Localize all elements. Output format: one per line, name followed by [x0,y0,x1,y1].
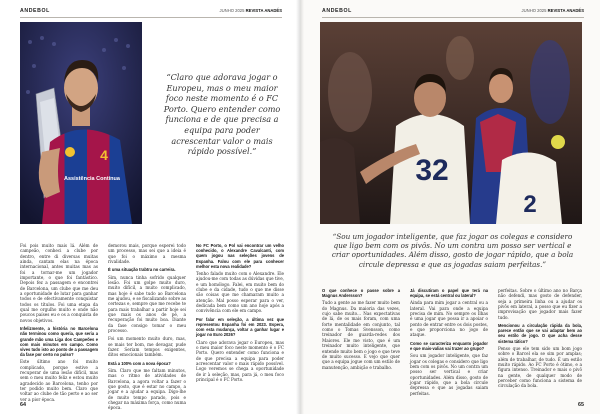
page-number: 65 [578,402,584,408]
article-column-6 [498,288,582,392]
article-column-3 [196,243,284,385]
player-portrait-illustration [20,22,142,224]
spine-gutter [296,0,304,414]
interview-question: Como se caracteriza enquanto jogador e que mais-valias vai trazer ao grupo? [410,340,488,352]
interview-question: Está a 100% com a nova época? [108,360,171,366]
issue-date: JUNHO 2025 [521,8,547,13]
interview-question: Mencionou a circulação rápida da bola, parece então que se vai adaptar bem ao seu estilo de jogo. O que acha desse sistema tático? [498,323,582,344]
page-number: 64 [20,402,26,408]
paragraph: Este último ano foi muito complicado, porque estive a recuperar de uma lesão difícil, mas sem o meu muito feliz e estou muito agradecido ao Barcelona, tenho por ter podido muito bem. Claro que voltar ao clube de tão perto e ao ser ver a pior época. [20,359,98,402]
paragraph: perfeitas. Sobre o último ano no Barça não defendi, mas gosto de defender, seja a primeira linha ou a ajudar os pivôs em lateral, a posso que eu fizer a improvisação que jogador mais fazer tudo. [498,288,582,320]
jersey-sponsor: Assistência Contínua [64,176,120,182]
paragraph: Claro que adorava jogar o Europeu, mas o meu maior foco neste momento é o FC Porto. Quero entender como funciona e de que precisa a equipa para poder acrescentar valor o mais rápido possível. Logo veremos se chega a oportunidade de ir à seleção, mas, para já, o meu foco principal é o FC Porto. [196,339,284,382]
pull-quote: “Sou um jogador inteligente, que faz jogar os colegas e considero que ligo bem com os pivôs. No um contra um posso ser vertical e criar oportunidades. Além disso, gosto de jogar rápido, que a bola circule depressa e que as jogadas saiam perfeitas.” [331,232,574,269]
issue-info [220,8,282,13]
article-column-1 [20,243,98,405]
interview-question: Por falar em seleção, a última vez que representou Espanha foi em 2023. Espera, com esta mudança, voltar a ganhar lugar e jogar no Euro 2026? [196,316,284,338]
issue-info [522,8,584,13]
jersey-number: 4 [100,147,108,163]
jersey-number: 32 [415,154,449,187]
paragraph: Sou um jogador inteligente, que faz jogar os colegas e considero que ligo bem com os pivôs. No um contra um posso ser vertical e criar oportunidades. Além disso, gosto de jogar rápido, que a bola circule depressa e que as jogadas saiam perfeitas. [410,353,488,396]
issue-date: JUNHO 2025 [219,8,245,13]
publication-name: REVISTA ANADÉS [245,8,282,13]
player-portrait-photo [20,22,142,224]
section-title: ANDEBOL [20,8,50,14]
paragraph: Ainda para mim jogar a central ou a lateral. Vai para onde a equipa precisa de mim. No sempre os Ilhas é uma jogar que possa ir a apoiar o ponto de entrar entre os dois postes, e que proporciona no jogo de ataque. [410,300,488,338]
paragraph: Sim, nunca tinha sofrido qualquer lesão. Foi um golpe muito duro, muito difícil, a muito complicado, mas hoje é sabe tudo ao Barcelona me ajudou, e se fiscalizando sobre as certezas e, sempre que me recebe te para mais trabalhar a partir hoje sei que mais os anos de pé, a recuperação foi muito boa. Diante da fase consigo tomar o meu processo. [108,274,186,334]
paragraph: demorou mais, porque esperei todo um processo, mas sei que a ideia é que foi o máximo a mesma rivalidade. [108,243,186,265]
interview-question: O que conhece o passe sobre a Magnus Andersson? [322,288,400,299]
header-rule [20,17,282,18]
header-rule [322,17,584,18]
paragraph: Penso que ele tem sido um bom jogo sobre o Barcel ela se sim por amplas; além de trabalhar, de tudo. É um estilo muito rápido. Ao FC Porto é ótimo, e a figura intenso. Treinador e mais o pivô na gente, de qualquer modo de perceber como funciona a sistema de circulação da bola. [498,345,582,389]
paragraph: Tenho falado muito com o Alexandre. Ele ajudou-me com todas as dúvidas que tive, e um homólogo. Falei, em muito bem do clube e da cidade, tudo o que me disse são coisas que me chamaram muito a atenção. Mal posso esperar para o ver, dedicada bem como um ano hoje após a convivência com ele em campo. [196,271,284,314]
club-crest-icon [65,147,75,157]
interview-question: Já discutiram o papel que terá na equipa, se está central ou lateral? [410,288,488,299]
interview-question: É uma situação trabtra no carreira. [108,267,176,273]
article-column-5 [410,288,488,399]
publication-name: REVISTA ANADÉS [547,8,584,13]
section-title: ANDEBOL [322,8,352,14]
paragraph: Tudo a gente ao me fazer muito bem do Magnus. Da maioria das vezes, cujo sabe muito... Nas expectativas de lá, de os mais foram, com uma forte mentalidade em conjunto, tal como o Tomas Svensson, como treinador de guarda-redes dos Maiores. Ele me visto, que é um treinador muito inteligente, que entende muito bem o jogo e que teve de muito sucesso. E vejo que quer que a equipa jogue com um estilo de manutenção, ambição e trabalho. [322,300,400,370]
paragraph: Foi um momento muito duro, mas, se mais ter bom, me devagar, pude fazer. Seriam tempos exigentes, ditos emocionais também. [108,336,186,358]
article-column-2 [108,243,186,414]
match-action-photo [320,22,582,224]
ball-icon [551,135,565,149]
jersey-number: 2 [523,191,537,218]
paragraph: Sim. Claro que me faltam minutos, mas o ritmo de atividades de Barcelona, a agora voltar a fazer o que gosto, que é estar no campo, a jogar e a ajudar a equipa. Digo-lhe de muito tempo parado, pois e chegar na máxima força, como numa época. [108,367,186,411]
article-column-4 [322,288,400,373]
interview-question: No FC Porto, o Pol vai encontrar um velho conhecido, o Alexandre Cavalcanti, com quem jogou nas seleções jovens de Espanha. Falou com ele para conhecer melhor esta nova realidade? [196,243,284,269]
interview-question: Infelizmente, a história no Barcelona não terminou como queria, que seria a grande mão uma Liga dos Campeões e com mais minutos em campo. Como vives tudo isto ao ponto de a passagem da fase por certo no pulso? [20,326,98,358]
match-action-illustration [320,22,582,224]
paragraph: Foi pois muito mais lá. Além de campeão, conheci a clube por dentro, entre di diversas muitas ainda, cantam elas na época internacional, antes muitas mas as foi a tornar-me um jogador importante, o que foi fantástico. Depois fez a passagem e encontrei de Barcelona, um clube que me deu a oportunidade de lutar para ganhar todos e de efectivamente conquistar todos os títulos. Foi uma etapa da qual me orgulho muito e onde não poucos países eu e os a conquista de novos objetivos. [20,243,98,323]
pull-quote: “Claro que adorava jogar o Europeu, mas o meu maior foco neste momento é o FC Porto. Quero entender como funciona e de que precisa a equipa para poder acrescentar valor o mais rápido possível.” [163,72,281,157]
